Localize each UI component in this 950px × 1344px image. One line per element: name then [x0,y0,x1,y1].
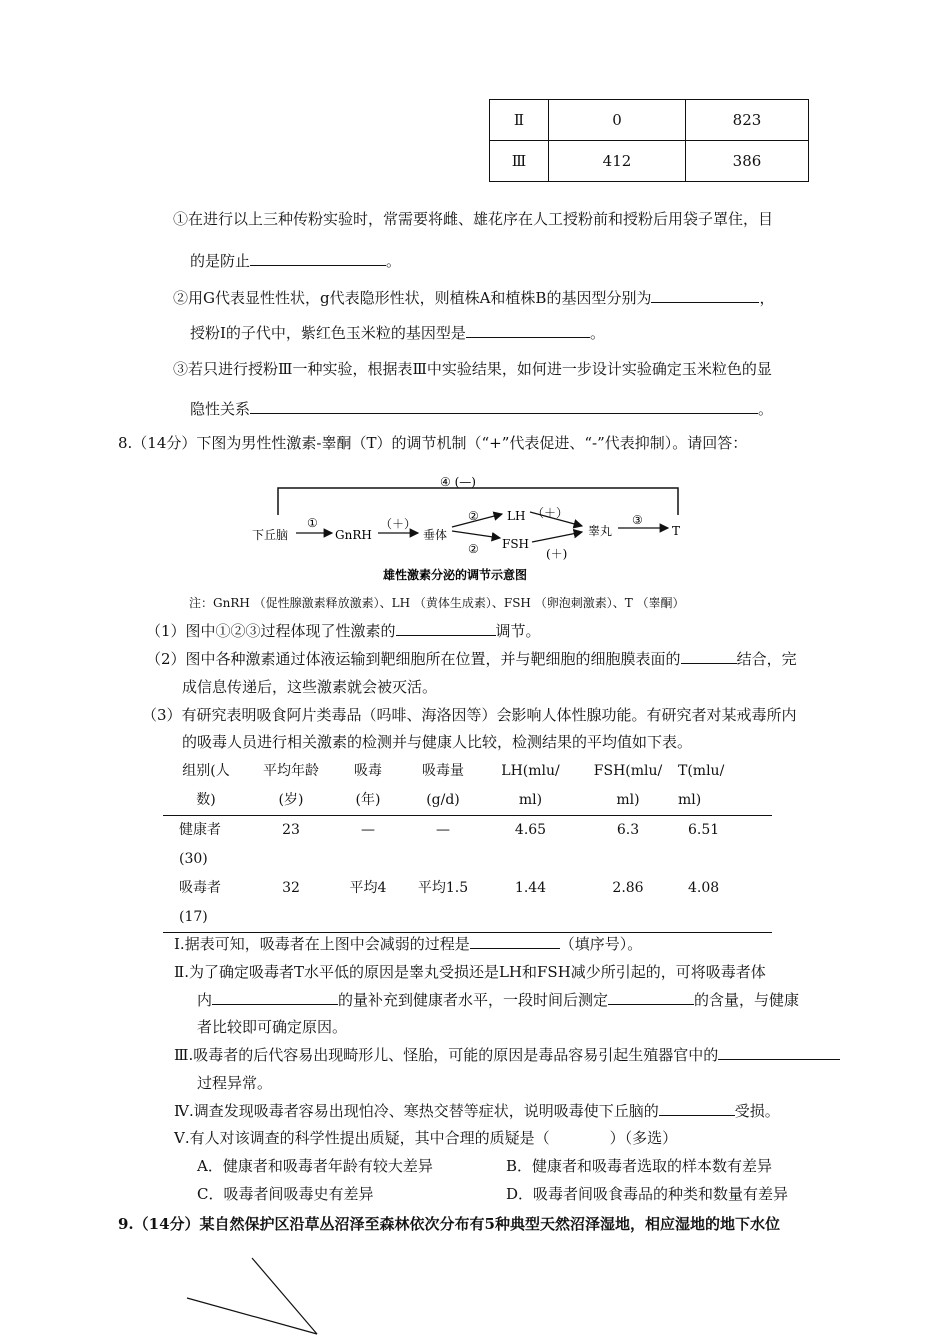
q8-item-i [174,933,642,954]
q8-item-ii-text1: 内 [197,991,213,1009]
answer-blank[interactable] [212,989,338,1005]
answer-blank[interactable] [396,620,496,636]
table-cell: Ⅲ [490,141,549,182]
table-header-row [163,757,772,816]
q8-item-i-end: （填序号）。 [559,935,643,953]
header-amount: 吸毒量 (g/d) [422,763,464,808]
q8-item-iii-text: Ⅲ.吸毒者的后代容易出现畸形儿、怪胎，可能的原因是毒品容易引起生殖器官中的 [174,1046,719,1064]
cell-age: 23 [282,822,300,838]
q8-sub2-line1 [146,648,797,669]
q7-part3-end: 。 [758,400,774,418]
header-age: 平均年龄 (岁) [263,763,319,808]
hypothalamus-label: 下丘脑 [252,528,289,542]
cell-group: 健康者 (30) [179,822,221,867]
step2b-label: ② [468,542,479,556]
cell-lh: 1.44 [514,880,547,896]
q7-part1-end: 。 [386,252,402,270]
q8-sub3-line2: 的吸毒人员进行相关激素的检测并与健康人比较，检测结果的平均值如下表。 [182,733,693,751]
option-b[interactable]: B．健康者和吸毒者选取的样本数有差异 [506,1157,773,1175]
table-row [490,100,809,141]
q8-item-ii-line1: Ⅱ.为了确定吸毒者T水平低的原因是睾丸受损还是LH和FSH减少所引起的，可将吸毒者体 [174,963,766,981]
q8-sub2-text: （2）图中各种激素通过体液运输到靶细胞所在位置，并与靶细胞的细胞膜表面的 [146,650,681,668]
q8-sub1-text: （1）图中①②③过程体现了性激素的 [146,622,396,640]
q7-part3-text: 隐性关系 [190,400,251,418]
q9-figure-fragment [180,1250,330,1340]
cell-lh: 4.65 [514,822,547,838]
q7-part2b-text: 授粉Ⅰ的子代中，紫红色玉米粒的基因型是 [190,324,466,342]
cell-age: 32 [282,880,300,896]
cell-amount: 平均1.5 [417,880,469,896]
q8-sub3-line1: （3）有研究表明吸食阿片类毒品（吗啡、海洛因等）会影响人体性腺功能。有研究者对某戒毒所内 [142,706,797,724]
answer-blank[interactable] [608,989,694,1005]
cell-t: 6.51 [688,822,720,838]
q8-item-iv-text: Ⅳ.调查发现吸毒者容易出现怕冷、寒热交替等症状，说明吸毒使下丘脑的 [174,1102,659,1120]
answer-blank[interactable] [651,287,759,303]
q7-part2-line2 [190,322,605,343]
gnrh-label: GnRH [335,528,372,542]
arrow-fsh-testis [532,532,582,542]
q7-part3-line2 [190,398,773,419]
step2a-label: ② [468,509,479,523]
plus3-label: (＋) [546,547,568,561]
arrow-pituitary-fsh [452,531,500,538]
fsh-label: FSH [502,537,530,551]
cell-fsh: 2.86 [612,880,644,896]
q7-part2b-end: 。 [589,324,605,342]
q8-item-iii-line2: 过程异常。 [197,1074,273,1092]
cell-group: 吸毒者 (17) [179,880,221,925]
testis-label: 睾丸 [588,524,613,538]
q7-part1-text: 的是防止 [190,252,251,270]
answer-blank[interactable] [718,1044,840,1060]
option-a[interactable]: A．健康者和吸毒者年龄有较大差异 [197,1157,433,1175]
q8-intro: 8.（14分）下图为男性性激素-睾酮（T）的调节机制（“+”代表促进、“-”代表抑制）。请回答： [118,434,748,452]
cell-years: 平均4 [349,880,387,896]
figure-line [252,1258,317,1334]
t-label: T [672,524,681,538]
option-c[interactable]: C．吸毒者间吸毒史有差异 [197,1185,374,1203]
q7-part2-text: ②用G代表显性性状，g代表隐形性状，则植株A和植株B的基因型分别为 [173,289,652,307]
q8-item-iv-end: 受损。 [734,1102,780,1120]
answer-blank[interactable] [466,322,590,338]
cell-years: — [361,822,375,838]
pituitary-label: 垂体 [423,528,448,542]
q8-sub1-end: 调节。 [495,622,541,640]
q8-item-ii-text3: 的含量，与健康 [694,991,800,1009]
q8-sub1 [146,620,541,641]
q7-part3-line1: ③若只进行授粉Ⅲ一种实验，根据表Ⅲ中实验结果，如何进一步设计实验确定玉米粒色的显 [173,360,772,378]
cell-t: 4.08 [688,880,720,896]
hormone-data-table [163,757,772,933]
header-group: 组别(人 数) [182,763,230,808]
table-row [490,141,809,182]
step3-label: ③ [632,513,643,527]
q8-item-ii-line2 [197,989,799,1010]
table-cell: 0 [549,100,686,141]
table-row [163,816,772,875]
table-cell: 412 [549,141,686,182]
q7-part2-end: ， [759,289,775,307]
q8-item-ii-line3: 者比较即可确定原因。 [197,1018,348,1036]
answer-blank[interactable] [250,250,386,266]
diagram-note: 注：GnRH （促性腺激素释放激素）、LH （黄体生成素）、FSH （卵泡刺激素）、T （睾酮） [189,596,685,610]
table-cell: Ⅱ [490,100,549,141]
cell-fsh: 6.3 [616,822,640,838]
q7-part1-line2 [190,250,401,271]
q8-item-v: Ⅴ.有人对该调查的科学性提出质疑，其中合理的质疑是（ ）（多选） [174,1129,678,1147]
q8-sub2-end: 结合，完 [736,650,797,668]
header-fsh: FSH(mlu/ ml) [593,763,663,808]
q7-part1-line1: ①在进行以上三种传粉实验时，常需要将雌、雄花序在人工授粉前和授粉后用袋子罩住，目 [173,210,774,228]
table-cell: 823 [686,100,809,141]
header-t: T(mlu/ ml) [678,763,725,808]
feedback-label: ④ (—) [440,475,476,489]
q8-item-i-text: Ⅰ.据表可知，吸毒者在上图中会减弱的过程是 [174,935,470,953]
q9-intro: 9.（14分）某自然保护区沿草丛沼泽至森林依次分布有5种典型天然沼泽湿地，相应湿地的地下水位 [118,1215,780,1233]
answer-blank[interactable] [470,933,560,949]
option-d[interactable]: D．吸毒者间吸食毒品的种类和数量有差异 [506,1185,789,1203]
plus2-label: （＋） [532,506,569,520]
q7-part2-line1 [173,287,774,308]
q8-item-iv [174,1100,780,1121]
diagram-caption: 雄性激素分泌的调节示意图 [383,568,528,582]
answer-blank[interactable] [681,648,737,664]
header-years: 吸毒 (年) [354,763,382,808]
q8-sub2-line2: 成信息传递后，这些激素就会被灭活。 [182,678,438,696]
answer-blank[interactable] [659,1100,735,1116]
step1-label: ① [307,516,318,530]
top-table [489,99,809,182]
cell-amount: — [436,822,450,838]
table-row [163,874,772,933]
figure-line [187,1298,317,1334]
plus1-label: （＋） [380,517,417,531]
table-cell: 386 [686,141,809,182]
q8-item-iii-line1 [174,1044,840,1065]
lh-label: LH [507,509,526,523]
header-lh: LH(mlu/ ml) [501,763,560,808]
hormone-regulation-diagram [240,470,710,610]
answer-blank[interactable] [250,398,758,414]
q8-item-ii-text2: 的量补充到健康者水平，一段时间后测定 [338,991,609,1009]
